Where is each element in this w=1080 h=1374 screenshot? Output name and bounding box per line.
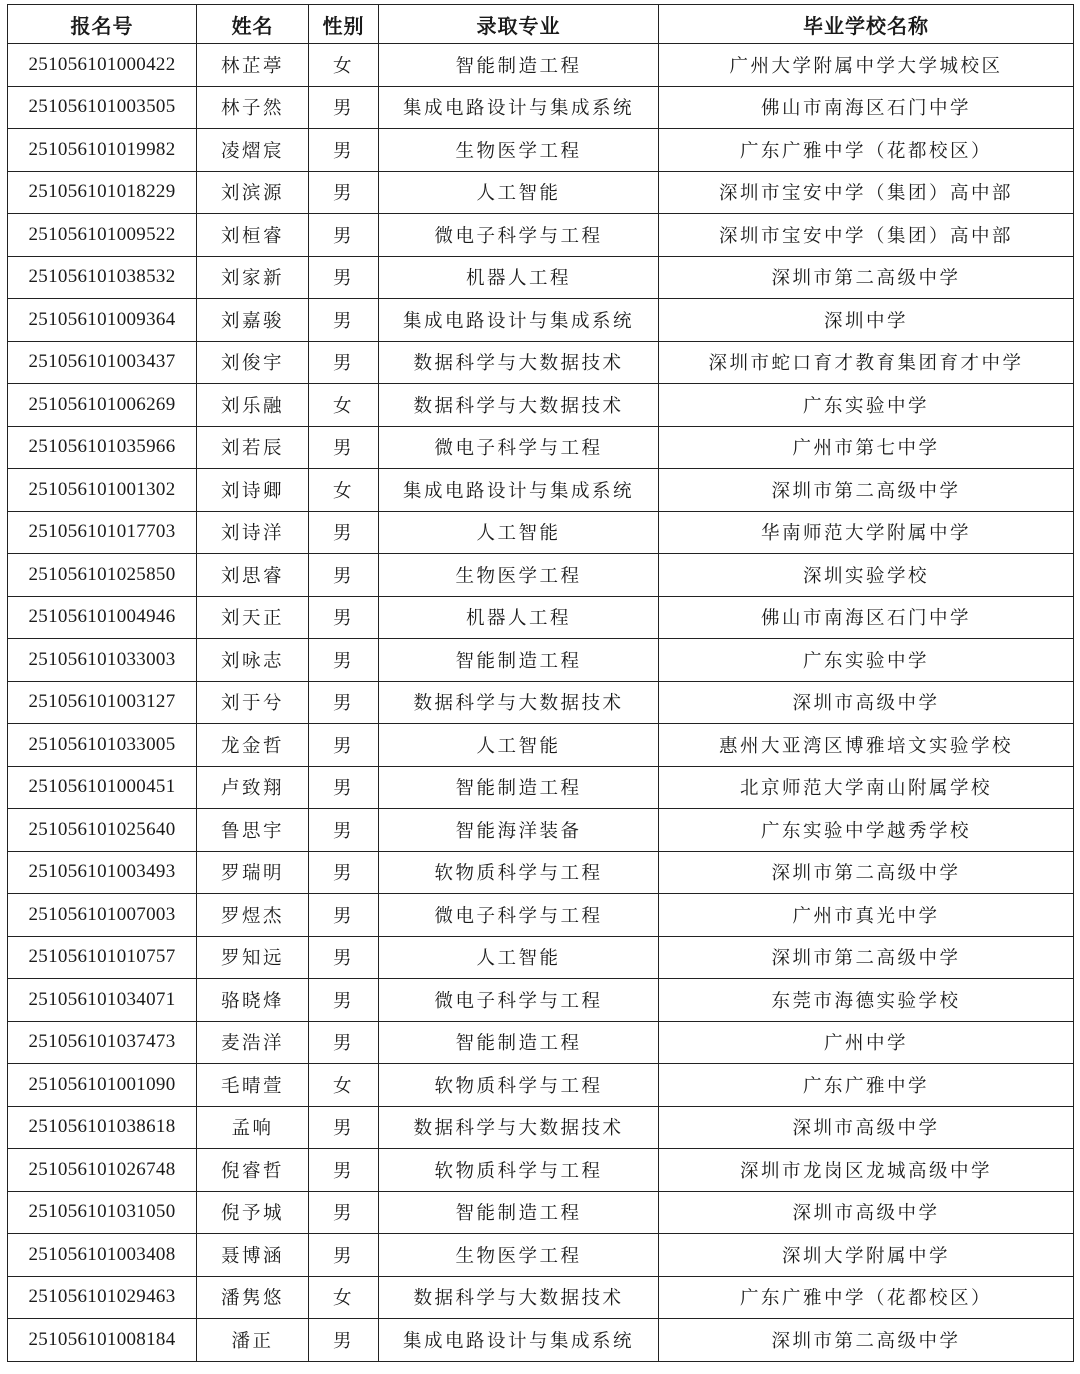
major-cell: 微电子科学与工程	[379, 894, 659, 937]
table-row	[8, 766, 1074, 809]
registration-number-cell: 251056101009364	[8, 299, 197, 342]
gender-cell: 女	[309, 44, 379, 87]
student-name-cell: 凌熠宸	[197, 129, 309, 172]
school-cell: 广东广雅中学（花都校区）	[659, 129, 1074, 172]
school-cell: 深圳大学附属中学	[659, 1234, 1074, 1277]
header-name: 姓名	[197, 5, 309, 44]
registration-number-cell: 251056101037473	[8, 1021, 197, 1064]
table-row	[8, 341, 1074, 384]
student-name-cell: 麦浩洋	[197, 1021, 309, 1064]
student-name-cell: 龙金哲	[197, 724, 309, 767]
table-row	[8, 1191, 1074, 1234]
student-name-cell: 聂博涵	[197, 1234, 309, 1277]
major-cell: 智能制造工程	[379, 639, 659, 682]
registration-number-cell: 251056101034071	[8, 979, 197, 1022]
school-cell: 深圳市第二高级中学	[659, 936, 1074, 979]
major-cell: 集成电路设计与集成系统	[379, 299, 659, 342]
school-cell: 深圳市第二高级中学	[659, 1319, 1074, 1362]
registration-number-cell: 251056101025640	[8, 809, 197, 852]
table-row	[8, 384, 1074, 427]
school-cell: 深圳市宝安中学（集团）高中部	[659, 214, 1074, 257]
registration-number-cell: 251056101000451	[8, 766, 197, 809]
student-name-cell: 刘俊宇	[197, 341, 309, 384]
major-cell: 生物医学工程	[379, 554, 659, 597]
registration-number-cell: 251056101000422	[8, 44, 197, 87]
table-row	[8, 1276, 1074, 1319]
student-name-cell: 刘若辰	[197, 426, 309, 469]
major-cell: 人工智能	[379, 511, 659, 554]
table-row	[8, 554, 1074, 597]
gender-cell: 男	[309, 809, 379, 852]
gender-cell: 男	[309, 1021, 379, 1064]
school-cell: 深圳市第二高级中学	[659, 851, 1074, 894]
gender-cell: 女	[309, 469, 379, 512]
header-row	[8, 5, 1074, 44]
registration-number-cell: 251056101029463	[8, 1276, 197, 1319]
gender-cell: 男	[309, 1191, 379, 1234]
major-cell: 软物质科学与工程	[379, 1149, 659, 1192]
major-cell: 人工智能	[379, 171, 659, 214]
student-name-cell: 刘家新	[197, 256, 309, 299]
table-row	[8, 809, 1074, 852]
major-cell: 智能海洋装备	[379, 809, 659, 852]
table-row	[8, 724, 1074, 767]
table-row	[8, 1021, 1074, 1064]
gender-cell: 男	[309, 596, 379, 639]
student-name-cell: 林子然	[197, 86, 309, 129]
school-cell: 广州中学	[659, 1021, 1074, 1064]
major-cell: 微电子科学与工程	[379, 214, 659, 257]
registration-number-cell: 251056101026748	[8, 1149, 197, 1192]
table-row	[8, 1234, 1074, 1277]
registration-number-cell: 251056101001302	[8, 469, 197, 512]
table-row	[8, 256, 1074, 299]
school-cell: 深圳市龙岗区龙城高级中学	[659, 1149, 1074, 1192]
student-name-cell: 刘乐融	[197, 384, 309, 427]
school-cell: 北京师范大学南山附属学校	[659, 766, 1074, 809]
school-cell: 深圳市高级中学	[659, 1106, 1074, 1149]
table-row	[8, 214, 1074, 257]
registration-number-cell: 251056101038532	[8, 256, 197, 299]
school-cell: 深圳市蛇口育才教育集团育才中学	[659, 341, 1074, 384]
major-cell: 微电子科学与工程	[379, 426, 659, 469]
table-row	[8, 639, 1074, 682]
student-name-cell: 罗知远	[197, 936, 309, 979]
registration-number-cell: 251056101017703	[8, 511, 197, 554]
table-row	[8, 1064, 1074, 1107]
student-name-cell: 刘桓睿	[197, 214, 309, 257]
registration-number-cell: 251056101003127	[8, 681, 197, 724]
gender-cell: 男	[309, 426, 379, 469]
school-cell: 广东实验中学越秀学校	[659, 809, 1074, 852]
registration-number-cell: 251056101019982	[8, 129, 197, 172]
gender-cell: 女	[309, 1064, 379, 1107]
table-row	[8, 1319, 1074, 1362]
table-row	[8, 894, 1074, 937]
gender-cell: 女	[309, 1276, 379, 1319]
gender-cell: 男	[309, 766, 379, 809]
school-cell: 广州大学附属中学大学城校区	[659, 44, 1074, 87]
registration-number-cell: 251056101003505	[8, 86, 197, 129]
major-cell: 数据科学与大数据技术	[379, 1276, 659, 1319]
registration-number-cell: 251056101033003	[8, 639, 197, 682]
registration-number-cell: 251056101010757	[8, 936, 197, 979]
student-name-cell: 刘咏志	[197, 639, 309, 682]
table-row	[8, 171, 1074, 214]
major-cell: 集成电路设计与集成系统	[379, 86, 659, 129]
school-cell: 深圳市宝安中学（集团）高中部	[659, 171, 1074, 214]
school-cell: 深圳市高级中学	[659, 681, 1074, 724]
gender-cell: 男	[309, 851, 379, 894]
student-name-cell: 刘天正	[197, 596, 309, 639]
registration-number-cell: 251056101003437	[8, 341, 197, 384]
registration-number-cell: 251056101009522	[8, 214, 197, 257]
registration-number-cell: 251056101035966	[8, 426, 197, 469]
student-name-cell: 刘滨源	[197, 171, 309, 214]
major-cell: 软物质科学与工程	[379, 1064, 659, 1107]
major-cell: 机器人工程	[379, 256, 659, 299]
gender-cell: 男	[309, 256, 379, 299]
major-cell: 机器人工程	[379, 596, 659, 639]
major-cell: 数据科学与大数据技术	[379, 384, 659, 427]
table-row	[8, 469, 1074, 512]
student-name-cell: 刘于兮	[197, 681, 309, 724]
student-name-cell: 卢致翔	[197, 766, 309, 809]
table-row	[8, 299, 1074, 342]
major-cell: 集成电路设计与集成系统	[379, 1319, 659, 1362]
gender-cell: 男	[309, 171, 379, 214]
header-registration-number: 报名号	[8, 5, 197, 44]
major-cell: 数据科学与大数据技术	[379, 341, 659, 384]
major-cell: 生物医学工程	[379, 129, 659, 172]
major-cell: 生物医学工程	[379, 1234, 659, 1277]
table-row	[8, 86, 1074, 129]
student-name-cell: 刘思睿	[197, 554, 309, 597]
registration-number-cell: 251056101001090	[8, 1064, 197, 1107]
gender-cell: 女	[309, 384, 379, 427]
student-name-cell: 倪睿哲	[197, 1149, 309, 1192]
student-name-cell: 鲁思宇	[197, 809, 309, 852]
header-admitted-major: 录取专业	[379, 5, 659, 44]
gender-cell: 男	[309, 299, 379, 342]
gender-cell: 男	[309, 1234, 379, 1277]
gender-cell: 男	[309, 639, 379, 682]
registration-number-cell: 251056101031050	[8, 1191, 197, 1234]
school-cell: 深圳中学	[659, 299, 1074, 342]
school-cell: 广东广雅中学（花都校区）	[659, 1276, 1074, 1319]
gender-cell: 男	[309, 979, 379, 1022]
table-body	[8, 44, 1074, 1362]
school-cell: 广州市真光中学	[659, 894, 1074, 937]
school-cell: 佛山市南海区石门中学	[659, 596, 1074, 639]
student-name-cell: 罗煜杰	[197, 894, 309, 937]
major-cell: 软物质科学与工程	[379, 851, 659, 894]
student-name-cell: 刘诗卿	[197, 469, 309, 512]
student-name-cell: 刘嘉骏	[197, 299, 309, 342]
major-cell: 数据科学与大数据技术	[379, 681, 659, 724]
registration-number-cell: 251056101004946	[8, 596, 197, 639]
table-row	[8, 1106, 1074, 1149]
gender-cell: 男	[309, 1319, 379, 1362]
gender-cell: 男	[309, 511, 379, 554]
school-cell: 佛山市南海区石门中学	[659, 86, 1074, 129]
school-cell: 深圳实验学校	[659, 554, 1074, 597]
registration-number-cell: 251056101018229	[8, 171, 197, 214]
student-name-cell: 罗瑞明	[197, 851, 309, 894]
table-row	[8, 979, 1074, 1022]
school-cell: 深圳市第二高级中学	[659, 469, 1074, 512]
gender-cell: 男	[309, 554, 379, 597]
student-name-cell: 倪予城	[197, 1191, 309, 1234]
student-name-cell: 潘正	[197, 1319, 309, 1362]
gender-cell: 男	[309, 341, 379, 384]
table-row	[8, 426, 1074, 469]
gender-cell: 男	[309, 894, 379, 937]
school-cell: 惠州大亚湾区博雅培文实验学校	[659, 724, 1074, 767]
registration-number-cell: 251056101008184	[8, 1319, 197, 1362]
school-cell: 广东广雅中学	[659, 1064, 1074, 1107]
table-header	[8, 5, 1074, 44]
major-cell: 智能制造工程	[379, 766, 659, 809]
school-cell: 深圳市第二高级中学	[659, 256, 1074, 299]
registration-number-cell: 251056101006269	[8, 384, 197, 427]
major-cell: 智能制造工程	[379, 1191, 659, 1234]
table-row	[8, 129, 1074, 172]
table-row	[8, 44, 1074, 87]
table-row	[8, 1149, 1074, 1192]
registration-number-cell: 251056101003408	[8, 1234, 197, 1277]
table-row	[8, 596, 1074, 639]
school-cell: 东莞市海德实验学校	[659, 979, 1074, 1022]
registration-number-cell: 251056101007003	[8, 894, 197, 937]
school-cell: 广东实验中学	[659, 639, 1074, 682]
student-name-cell: 毛晴萱	[197, 1064, 309, 1107]
major-cell: 智能制造工程	[379, 44, 659, 87]
major-cell: 人工智能	[379, 724, 659, 767]
student-name-cell: 孟响	[197, 1106, 309, 1149]
table-row	[8, 936, 1074, 979]
school-cell: 广州市第七中学	[659, 426, 1074, 469]
gender-cell: 男	[309, 1149, 379, 1192]
gender-cell: 男	[309, 724, 379, 767]
gender-cell: 男	[309, 86, 379, 129]
table-row	[8, 511, 1074, 554]
school-cell: 广东实验中学	[659, 384, 1074, 427]
registration-number-cell: 251056101033005	[8, 724, 197, 767]
gender-cell: 男	[309, 129, 379, 172]
student-name-cell: 林芷葶	[197, 44, 309, 87]
school-cell: 深圳市高级中学	[659, 1191, 1074, 1234]
gender-cell: 男	[309, 1106, 379, 1149]
major-cell: 微电子科学与工程	[379, 979, 659, 1022]
school-cell: 华南师范大学附属中学	[659, 511, 1074, 554]
registration-number-cell: 251056101003493	[8, 851, 197, 894]
student-name-cell: 骆晓烽	[197, 979, 309, 1022]
student-name-cell: 潘隽悠	[197, 1276, 309, 1319]
student-name-cell: 刘诗洋	[197, 511, 309, 554]
registration-number-cell: 251056101025850	[8, 554, 197, 597]
admission-table	[7, 4, 1074, 1362]
gender-cell: 男	[309, 936, 379, 979]
major-cell: 集成电路设计与集成系统	[379, 469, 659, 512]
header-graduation-school: 毕业学校名称	[659, 5, 1074, 44]
major-cell: 人工智能	[379, 936, 659, 979]
registration-number-cell: 251056101038618	[8, 1106, 197, 1149]
table-row	[8, 851, 1074, 894]
major-cell: 智能制造工程	[379, 1021, 659, 1064]
gender-cell: 男	[309, 214, 379, 257]
header-gender: 性别	[309, 5, 379, 44]
table-row	[8, 681, 1074, 724]
gender-cell: 男	[309, 681, 379, 724]
major-cell: 数据科学与大数据技术	[379, 1106, 659, 1149]
